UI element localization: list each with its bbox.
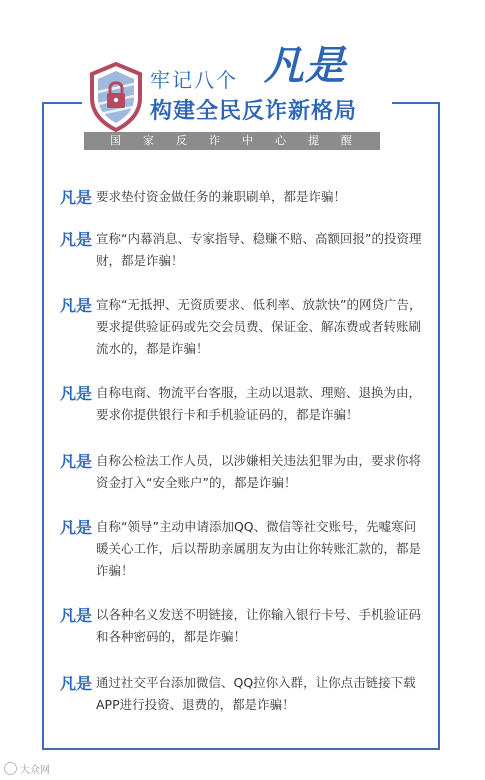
- source-banner: 国家反诈中心提醒: [84, 132, 380, 150]
- item-text: 以各种名义发送不明链接，让你输入银行卡号、手机验证码和各种密码的，都是诈骗！: [96, 607, 422, 644]
- frame-right: [438, 102, 440, 750]
- item-label: 凡是: [60, 452, 93, 471]
- shield-lock-icon: [90, 62, 142, 132]
- watermark-text: 大众网: [20, 765, 50, 776]
- item-text: 通过社交平台添加微信、QQ拉你入群，让你点击链接下载APP进行投资、退费的，都是诈骗！: [96, 675, 416, 712]
- item-label: 凡是: [60, 606, 93, 625]
- item-text: 自称电商、物流平台客服，主动以退款、理赔、退换为由，要求你提供银行卡和手机验证码的，都是诈骗！: [96, 385, 422, 422]
- item-text: 自称公检法工作人员，以涉嫌相关违法犯罪为由，要求你将资金打入“安全账户”的，都是诈骗！: [96, 453, 422, 490]
- item-label: 凡是: [60, 230, 93, 249]
- item-label: 凡是: [60, 188, 93, 207]
- item-label: 凡是: [60, 296, 93, 315]
- frame-top-left: [42, 102, 82, 104]
- item-label: 凡是: [60, 384, 93, 403]
- title-line1: 牢记八个: [150, 68, 238, 92]
- item-label: 凡是: [60, 674, 93, 693]
- title-big-fanshi: 凡是: [264, 43, 346, 89]
- item-text: 宣称“无抵押、无资质要求、低利率、放款快”的网贷广告，要求提供验证码或先交会员费、保证金、解冻费或者转账刷流水的，都是诈骗！: [96, 297, 422, 356]
- frame-left: [42, 102, 44, 750]
- watermark: [4, 761, 50, 776]
- weibo-icon: [4, 762, 17, 775]
- item-text: 自称“领导”主动申请添加QQ、微信等社交账号，先嘘寒问暖关心工作，后以帮助亲属朋友为由让你转账汇款的，都是诈骗！: [96, 519, 422, 578]
- frame-bottom: [42, 748, 440, 750]
- item-text: 宣称“内幕消息、专家指导、稳赚不赔、高额回报”的投资理财，都是诈骗！: [96, 231, 422, 268]
- title-line2: 构建全民反诈新格局: [150, 99, 358, 124]
- item-text: 要求垫付资金做任务的兼职刷单，都是诈骗！: [96, 189, 347, 204]
- item-label: 凡是: [60, 518, 93, 537]
- frame-top-right: [392, 102, 440, 104]
